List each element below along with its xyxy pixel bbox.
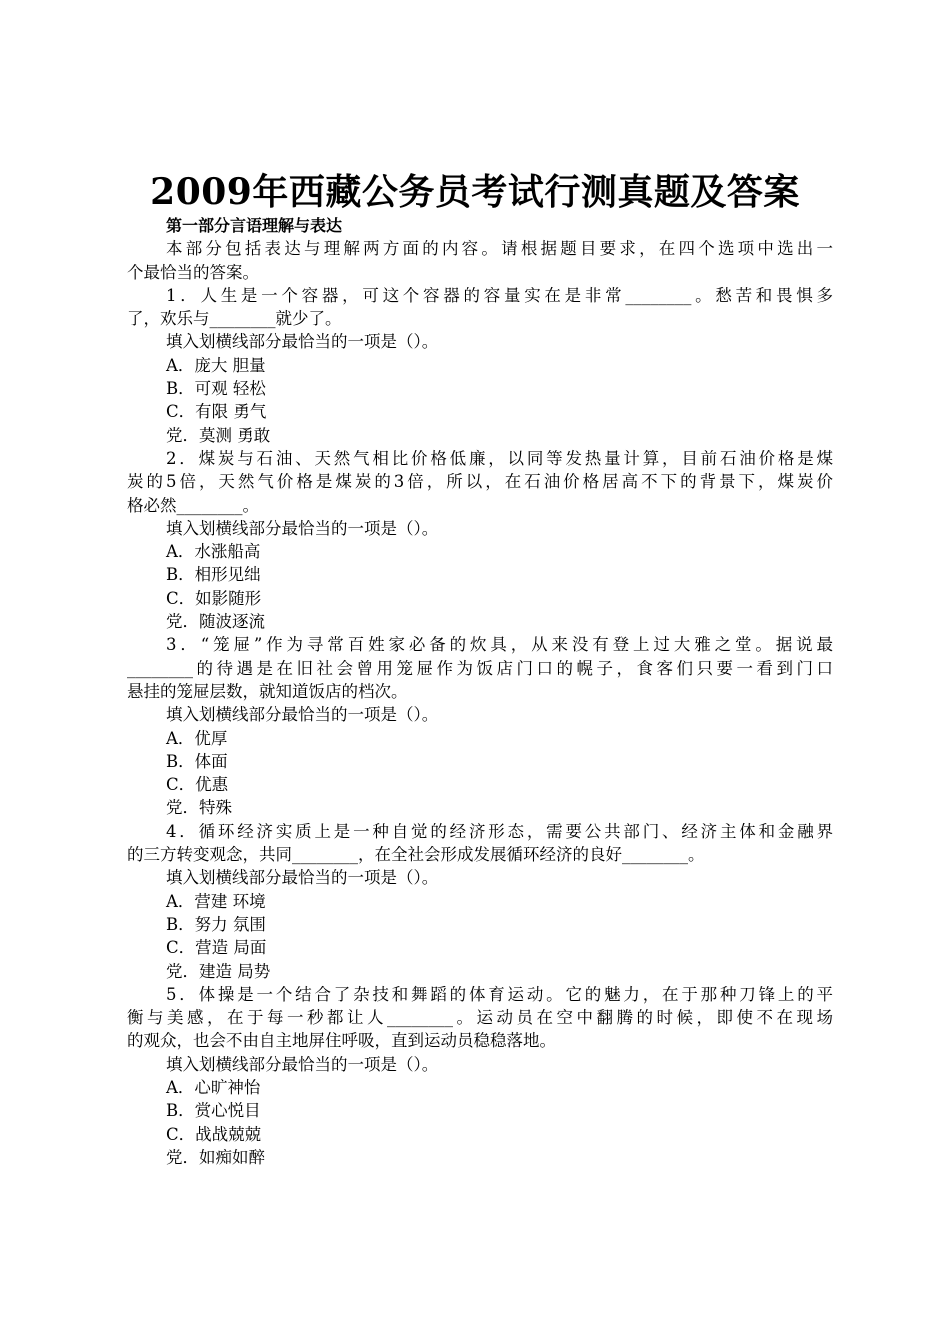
option-d: 党．莫测 勇敢 xyxy=(166,425,271,445)
option-c: C．如影随形 xyxy=(166,588,262,608)
option-d: 党．如痴如醉 xyxy=(166,1147,265,1167)
question-text-line: 格必然________。 xyxy=(127,495,259,515)
question-text-line: 的三方转变观念，共同________，在全社会形成发展循环经济的良好________。 xyxy=(127,845,705,865)
option-a: A．营建 环境 xyxy=(166,891,266,911)
question-4 xyxy=(127,820,833,983)
option-b: B．努力 氛围 xyxy=(166,914,266,934)
question-prompt: 填入划横线部分最恰当的一项是（）。 xyxy=(166,518,439,538)
question-prompt: 填入划横线部分最恰当的一项是（）。 xyxy=(166,1054,439,1074)
document-title: 2009年西藏公务员考试行测真题及答案 xyxy=(150,171,800,213)
question-text-line: 的观众，也会不由自主地屏住呼吸，直到运动员稳稳落地。 xyxy=(127,1031,556,1051)
option-d: 党．随波逐流 xyxy=(166,612,265,632)
option-a: A．水涨船高 xyxy=(166,542,261,562)
option-a: A．庞大 胆量 xyxy=(166,355,266,375)
option-c: C．营造 局面 xyxy=(166,938,267,958)
section-intro-line: 本部分包括表达与理解两方面的内容。请根据题目要求，在四个选项中选出一 xyxy=(166,239,833,259)
option-b: B．赏心悦目 xyxy=(166,1101,261,1121)
question-text-line: 1．人生是一个容器，可这个容器的容量实在是非常________。愁苦和畏惧多 xyxy=(166,285,833,305)
section-heading: 第一部分言语理解与表达 xyxy=(166,216,343,235)
question-3 xyxy=(127,633,833,819)
question-text-line: 5．体操是一个结合了杂技和舞蹈的体育运动。它的魅力，在于那种刀锋上的平 xyxy=(166,984,833,1004)
question-2 xyxy=(127,447,833,633)
question-text-line: ________的待遇是在旧社会曾用笼屉作为饭店门口的幌子，食客们只要一看到门口 xyxy=(127,658,833,678)
question-prompt: 填入划横线部分最恰当的一项是（）。 xyxy=(166,705,439,725)
option-d: 党．特殊 xyxy=(166,798,232,818)
question-prompt: 填入划横线部分最恰当的一项是（）。 xyxy=(166,868,439,888)
question-text-line: 4．循环经济实质上是一种自觉的经济形态，需要公共部门、经济主体和金融界 xyxy=(166,821,833,841)
question-text-line: 悬挂的笼屉层数，就知道饭店的档次。 xyxy=(127,681,408,701)
document-body xyxy=(127,214,833,1169)
option-b: B．相形见绌 xyxy=(166,565,261,585)
option-c: C．战战兢兢 xyxy=(166,1124,262,1144)
option-b: B．体面 xyxy=(166,751,228,771)
option-a: A．心旷神怡 xyxy=(166,1077,261,1097)
question-text-line: 炭的5倍，天然气价格是煤炭的3倍，所以，在石油价格居高不下的背景下，煤炭价 xyxy=(127,472,833,492)
question-text-line: 2．煤炭与石油、天然气相比价格低廉，以同等发热量计算，目前石油价格是煤 xyxy=(166,448,833,468)
question-text-line: 衡与美感，在于每一秒都让人________。运动员在空中翻腾的时候，即使不在现场 xyxy=(127,1008,833,1028)
question-text-line: 3．“笼屉”作为寻常百姓家必备的炊具，从来没有登上过大雅之堂。据说最 xyxy=(166,635,833,655)
option-c: C．有限 勇气 xyxy=(166,402,267,422)
option-d: 党．建造 局势 xyxy=(166,961,271,981)
option-b: B．可观 轻松 xyxy=(166,379,266,399)
question-text-line: 了，欢乐与________就少了。 xyxy=(127,309,342,329)
option-c: C．优惠 xyxy=(166,775,229,795)
question-5 xyxy=(127,983,833,1169)
option-a: A．优厚 xyxy=(166,728,228,748)
question-prompt: 填入划横线部分最恰当的一项是（）。 xyxy=(166,332,439,352)
question-1 xyxy=(127,284,833,447)
section-intro-line: 个最恰当的答案。 xyxy=(127,262,259,282)
